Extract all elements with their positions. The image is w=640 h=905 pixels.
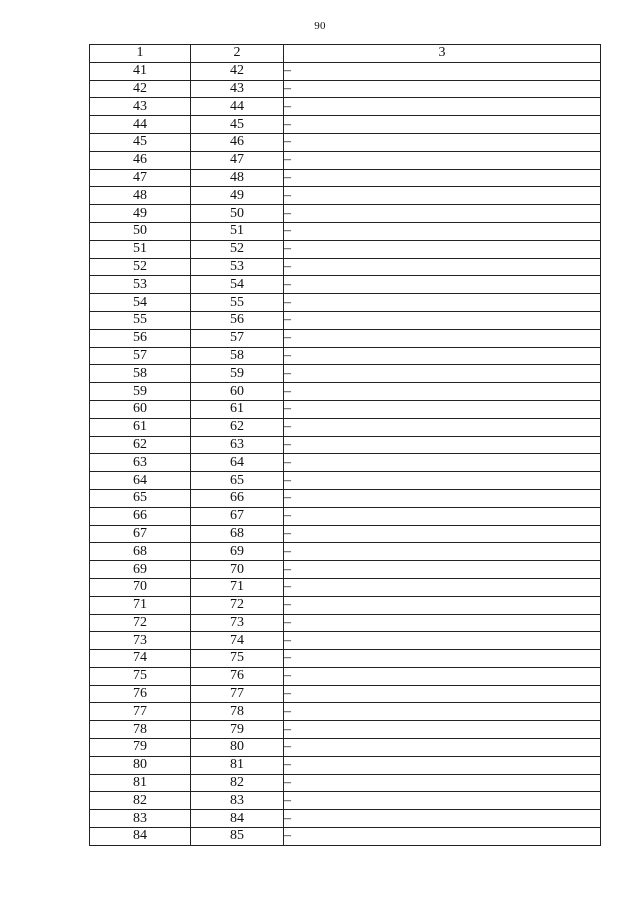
cell-col-1: 75 (90, 667, 191, 685)
table-row (90, 62, 601, 80)
table-row (90, 632, 601, 650)
cell-col-1: 69 (90, 561, 191, 579)
cell-col-1: 48 (90, 187, 191, 205)
cell-col-2: 66 (191, 489, 284, 507)
cell-col-3: – (284, 454, 601, 472)
cell-col-3: – (284, 578, 601, 596)
table-row (90, 347, 601, 365)
cell-col-1: 72 (90, 614, 191, 632)
cell-col-3: – (284, 596, 601, 614)
table-row (90, 151, 601, 169)
cell-col-3: – (284, 685, 601, 703)
cell-col-2: 68 (191, 525, 284, 543)
cell-col-1: 74 (90, 650, 191, 668)
cell-col-3: – (284, 276, 601, 294)
cell-col-3: – (284, 489, 601, 507)
cell-col-1: 71 (90, 596, 191, 614)
cell-col-3: – (284, 311, 601, 329)
cell-col-3: – (284, 667, 601, 685)
table-row (90, 205, 601, 223)
cell-col-1: 73 (90, 632, 191, 650)
table-row (90, 418, 601, 436)
table-row (90, 329, 601, 347)
cell-col-2: 54 (191, 276, 284, 294)
cell-col-1: 63 (90, 454, 191, 472)
cell-col-2: 77 (191, 685, 284, 703)
cell-col-1: 76 (90, 685, 191, 703)
cell-col-2: 84 (191, 810, 284, 828)
table-row (90, 774, 601, 792)
table-row (90, 169, 601, 187)
cell-col-1: 67 (90, 525, 191, 543)
cell-col-3: – (284, 650, 601, 668)
cell-col-2: 52 (191, 240, 284, 258)
cell-col-2: 74 (191, 632, 284, 650)
cell-col-2: 44 (191, 98, 284, 116)
table-row (90, 294, 601, 312)
table-header-row (90, 45, 601, 63)
cell-col-1: 66 (90, 507, 191, 525)
table-row (90, 685, 601, 703)
cell-col-1: 70 (90, 578, 191, 596)
cell-col-3: – (284, 151, 601, 169)
cell-col-3: – (284, 721, 601, 739)
cell-col-1: 84 (90, 828, 191, 846)
cell-col-1: 78 (90, 721, 191, 739)
cell-col-2: 78 (191, 703, 284, 721)
cell-col-2: 57 (191, 329, 284, 347)
cell-col-3: – (284, 418, 601, 436)
column-header-3: 3 (284, 45, 601, 63)
cell-col-3: – (284, 62, 601, 80)
cell-col-1: 54 (90, 294, 191, 312)
cell-col-2: 53 (191, 258, 284, 276)
cell-col-1: 47 (90, 169, 191, 187)
cell-col-1: 49 (90, 205, 191, 223)
cell-col-1: 68 (90, 543, 191, 561)
cell-col-2: 79 (191, 721, 284, 739)
cell-col-3: – (284, 169, 601, 187)
table-row (90, 222, 601, 240)
cell-col-2: 71 (191, 578, 284, 596)
cell-col-1: 59 (90, 383, 191, 401)
table-header (90, 45, 601, 63)
cell-col-1: 45 (90, 133, 191, 151)
table-row (90, 578, 601, 596)
cell-col-2: 51 (191, 222, 284, 240)
cell-col-2: 85 (191, 828, 284, 846)
cell-col-3: – (284, 133, 601, 151)
cell-col-2: 46 (191, 133, 284, 151)
cell-col-2: 42 (191, 62, 284, 80)
table-row (90, 276, 601, 294)
cell-col-2: 75 (191, 650, 284, 668)
cell-col-1: 65 (90, 489, 191, 507)
cell-col-2: 56 (191, 311, 284, 329)
cell-col-2: 80 (191, 739, 284, 757)
table-row (90, 133, 601, 151)
cell-col-3: – (284, 507, 601, 525)
table-row (90, 383, 601, 401)
cell-col-1: 44 (90, 116, 191, 134)
table-row (90, 703, 601, 721)
table-row (90, 828, 601, 846)
table-row (90, 650, 601, 668)
table-row (90, 489, 601, 507)
column-header-1: 1 (90, 45, 191, 63)
table-row (90, 667, 601, 685)
cell-col-1: 51 (90, 240, 191, 258)
cell-col-3: – (284, 614, 601, 632)
table-row (90, 258, 601, 276)
cell-col-3: – (284, 329, 601, 347)
table-row (90, 472, 601, 490)
table-row (90, 543, 601, 561)
table-row (90, 507, 601, 525)
cell-col-3: – (284, 222, 601, 240)
cell-col-2: 69 (191, 543, 284, 561)
table-row (90, 454, 601, 472)
cell-col-3: – (284, 436, 601, 454)
cell-col-1: 77 (90, 703, 191, 721)
cell-col-1: 50 (90, 222, 191, 240)
cell-col-2: 59 (191, 365, 284, 383)
cell-col-3: – (284, 828, 601, 846)
cell-col-3: – (284, 98, 601, 116)
cell-col-3: – (284, 347, 601, 365)
table-row (90, 561, 601, 579)
cell-col-1: 53 (90, 276, 191, 294)
cell-col-3: – (284, 525, 601, 543)
cell-col-3: – (284, 365, 601, 383)
cell-col-2: 55 (191, 294, 284, 312)
cell-col-2: 43 (191, 80, 284, 98)
cell-col-1: 58 (90, 365, 191, 383)
column-header-2: 2 (191, 45, 284, 63)
cell-col-3: – (284, 187, 601, 205)
cell-col-3: – (284, 774, 601, 792)
cell-col-3: – (284, 756, 601, 774)
cell-col-3: – (284, 294, 601, 312)
cell-col-2: 48 (191, 169, 284, 187)
cell-col-1: 56 (90, 329, 191, 347)
cell-col-3: – (284, 472, 601, 490)
cell-col-2: 60 (191, 383, 284, 401)
cell-col-3: – (284, 739, 601, 757)
cell-col-3: – (284, 543, 601, 561)
table-row (90, 721, 601, 739)
table-row (90, 614, 601, 632)
cell-col-1: 55 (90, 311, 191, 329)
table-row (90, 525, 601, 543)
table-row (90, 756, 601, 774)
cell-col-1: 80 (90, 756, 191, 774)
data-table (89, 44, 601, 846)
cell-col-1: 60 (90, 400, 191, 418)
cell-col-2: 82 (191, 774, 284, 792)
cell-col-2: 72 (191, 596, 284, 614)
cell-col-2: 65 (191, 472, 284, 490)
cell-col-1: 46 (90, 151, 191, 169)
cell-col-2: 45 (191, 116, 284, 134)
cell-col-3: – (284, 632, 601, 650)
page-number: 90 (314, 20, 326, 32)
cell-col-2: 63 (191, 436, 284, 454)
cell-col-3: – (284, 383, 601, 401)
cell-col-2: 62 (191, 418, 284, 436)
table-row (90, 240, 601, 258)
table-row (90, 436, 601, 454)
table-row (90, 98, 601, 116)
cell-col-2: 49 (191, 187, 284, 205)
cell-col-1: 62 (90, 436, 191, 454)
cell-col-3: – (284, 205, 601, 223)
cell-col-2: 83 (191, 792, 284, 810)
cell-col-3: – (284, 258, 601, 276)
table-row (90, 739, 601, 757)
table-row (90, 792, 601, 810)
cell-col-1: 43 (90, 98, 191, 116)
cell-col-3: – (284, 561, 601, 579)
cell-col-2: 67 (191, 507, 284, 525)
cell-col-2: 70 (191, 561, 284, 579)
table-row (90, 365, 601, 383)
cell-col-2: 50 (191, 205, 284, 223)
cell-col-1: 82 (90, 792, 191, 810)
table-row (90, 400, 601, 418)
cell-col-2: 76 (191, 667, 284, 685)
table-row (90, 311, 601, 329)
table-row (90, 596, 601, 614)
cell-col-2: 58 (191, 347, 284, 365)
cell-col-2: 64 (191, 454, 284, 472)
cell-col-3: – (284, 80, 601, 98)
table-row (90, 810, 601, 828)
cell-col-1: 57 (90, 347, 191, 365)
table-row (90, 187, 601, 205)
cell-col-1: 41 (90, 62, 191, 80)
cell-col-1: 79 (90, 739, 191, 757)
cell-col-1: 61 (90, 418, 191, 436)
cell-col-1: 42 (90, 80, 191, 98)
cell-col-1: 81 (90, 774, 191, 792)
cell-col-1: 64 (90, 472, 191, 490)
cell-col-3: – (284, 116, 601, 134)
cell-col-2: 47 (191, 151, 284, 169)
table-body (90, 62, 601, 845)
cell-col-2: 73 (191, 614, 284, 632)
table-row (90, 116, 601, 134)
cell-col-3: – (284, 240, 601, 258)
cell-col-3: – (284, 810, 601, 828)
cell-col-3: – (284, 703, 601, 721)
cell-col-1: 83 (90, 810, 191, 828)
cell-col-1: 52 (90, 258, 191, 276)
cell-col-2: 61 (191, 400, 284, 418)
cell-col-2: 81 (191, 756, 284, 774)
table-row (90, 80, 601, 98)
cell-col-3: – (284, 792, 601, 810)
cell-col-3: – (284, 400, 601, 418)
